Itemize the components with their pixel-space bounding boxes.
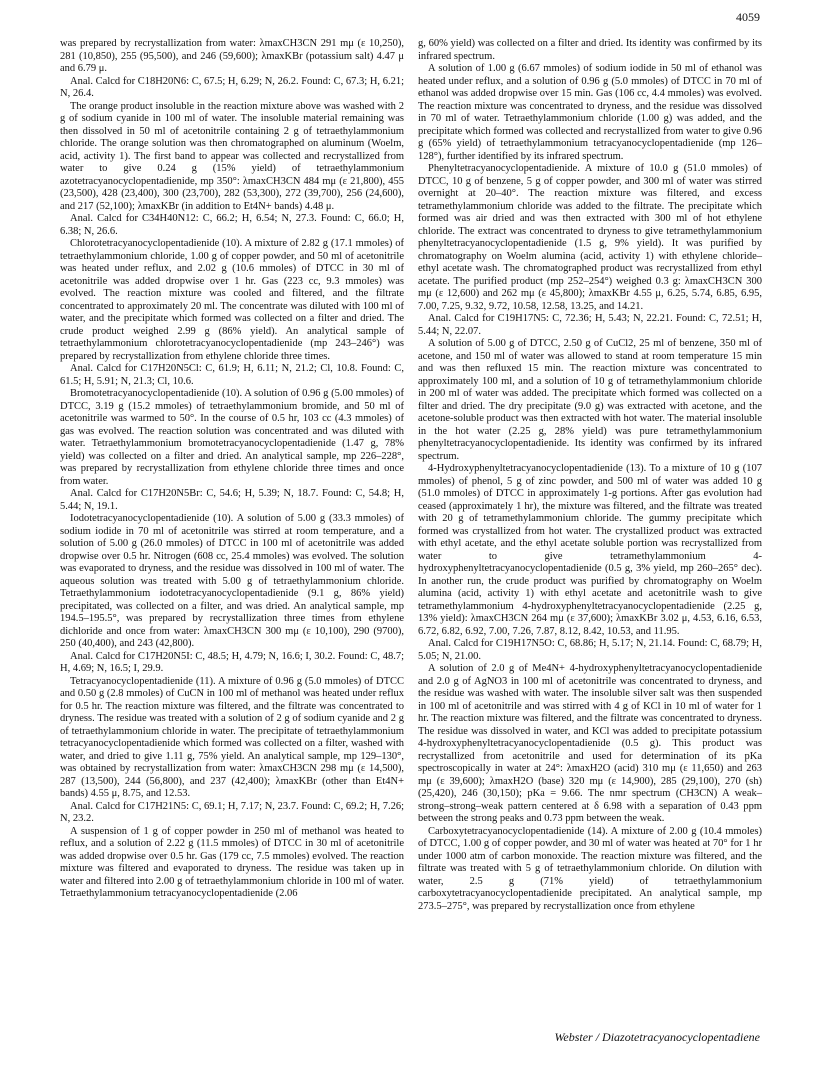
- paragraph: A solution of 2.0 g of Me4N+ 4-hydroxyphenyltetracyanocyclopentadienide and 2.0 g of AgNO3 in 100 ml of acetonitrile was concentrated to dryness, and the residue was washed with water. The insoluble silver salt was then suspended in 100 ml of acetonitrile and was stirred with 4 g of KCl in 10 ml of water for 1 hr. The reaction mixture was filtered, and the filtrate was concentrated to dryness. The residue was dissolved in water, and KCl was added to precipitate potassium 4-hydroxyphenyltetracyanocyclopentadienide (0.5 g). This product was recrystallized from acetonitrile and used for determination of its pKa spectroscopically in water at 24°: λmaxH2O (acid) 310 mμ (ε 11,650) and 263 mμ (ε 39,600); λmaxH2O (base) 320 mμ (ε 14,900), 285 (29,100), 270 (sh) (25,420), 246 (30,150); pKa = 9.66. The nmr spectrum (CH3CN) A weak–strong–strong–weak pattern centered at δ 6.98 with a separation of 0.43 ppm between the strong peaks and 0.73 ppm between the weak.: [418, 663, 762, 824]
- paragraph: Carboxytetracyanocyclopentadienide (14). A mixture of 2.00 g (10.4 mmoles) of DTCC, 1.00 g of copper powder, and 30 ml of water was heated at 70° for 1 hr under 1000 atm of carbon monoxide. The reaction mixture was filtered, and the filtrate was treated with 5 g of tetraethylammonium chloride. On dilution with water, 2.5 g (71% yield) of tetraethylammonium carboxytetracyanocyclopentadienide precipitated. An analytical sample, mp 273.5–275°, was prepared by recrystallization once from ethylene: [418, 825, 762, 912]
- paragraph: A suspension of 1 g of copper powder in 250 ml of methanol was heated to reflux, and a solution of 2.22 g (11.5 mmoles) of DTCC in 30 ml of acetonitrile was added dropwise over 0.5 hr. Gas (179 cc, 7.5 mmoles) evolved. The reaction mixture was filtered and evaporated to dryness. The residue was taken up in water and filtered into 2.00 g of tetraethylammonium chloride in 100 ml of water. Tetraethylammonium tetracyanocyclopentadienide (2.06: [60, 825, 404, 899]
- page-number: 4059: [736, 10, 760, 24]
- left-column: [60, 38, 404, 901]
- paragraph: Chlorotetracyanocyclopentadienide (10). A mixture of 2.82 g (17.1 mmoles) of tetraethylammonium chloride, 1.00 g of copper powder, and 50 ml of acetonitrile was heated under reflux, and 2.02 g (10.6 mmoles) of DTCC in 30 ml of acetonitrile was added dropwise over 1 hr. Gas (223 cc, 9.3 mmoles) was evolved. The reaction mixture was cooled and filtered, and the filtrate concentrated to approximately 20 ml. The concentrate was diluted with 100 ml of water, and the precipitate which formed was collected on a filter and dried. The crude product weighed 2.99 g (86% yield). An analytical sample of tetraethylammonium chlorotetracyanocyclopentadienide (mp 243–246°) was prepared by recrystallization from ethylene chloride three times.: [60, 238, 404, 362]
- paragraph: Anal. Calcd for C17H20N5Br: C, 54.6; H, 5.39; N, 18.7. Found: C, 54.8; H, 5.44; N, 19.1.: [60, 488, 404, 512]
- paragraph: Anal. Calcd for C17H21N5: C, 69.1; H, 7.17; N, 23.7. Found: C, 69.2; H, 7.26; N, 23.2.: [60, 800, 404, 824]
- paragraph: Anal. Calcd for C34H40N12: C, 66.2; H, 6.54; N, 27.3. Found: C, 66.0; H, 6.38; N, 26.6.: [60, 213, 404, 237]
- paragraph: Iodotetracyanocyclopentadienide (10). A solution of 5.00 g (33.3 mmoles) of sodium iodide in 70 ml of acetonitrile was stirred at room temperature, and a solution of 5.00 g (26.0 mmoles) of DTCC in 100 ml of acetonitrile was added dropwise over 0.5 hr. Nitrogen (608 cc, 25.4 mmoles) was evolved. The solution was evaporated to dryness, and the residue was dissolved in 100 ml of water. The aqueous solution was treated with 5.00 g of tetraethylammonium chloride. Tetraethylammonium iodotetracyanocyclopentadienide (9.1 g, 86% yield) precipitated, was collected on a filter, and was dried. An analytical sample, mp 194.5–195.5°, was prepared by recrystallization three times from ethylene dichloride and once from water: λmaxCH3CN 300 mμ (ε 10,100), 290 (9700), 250 (40,400), and 243 (42,800).: [60, 513, 404, 649]
- paragraph: Anal. Calcd for C17H20N5Cl: C, 61.9; H, 6.11; N, 21.2; Cl, 10.8. Found: C, 61.5; H, 5.91; N, 21.3; Cl, 10.6.: [60, 363, 404, 387]
- running-footer: Webster / Diazotetracyanocyclopentadiene: [554, 1030, 760, 1044]
- right-column: [418, 38, 762, 913]
- paragraph: A solution of 5.00 g of DTCC, 2.50 g of CuCl2, 25 ml of benzene, 350 ml of acetone, and 150 ml of water was allowed to stand at room temperature 15 min and was then refluxed 15 min. The reaction mixture was concentrated to approximately 100 ml, and a solution of 10 g of tetramethylammonium chloride in 200 ml of water was added. The precipitate which formed was collected on a filter and dried. The dry precipitate (9.0 g) was extracted with acetone, and the acetone-soluble product was then extracted with hot water. The material insoluble in the hot water (2.25 g, 28% yield) was pure tetramethylammonium phenyltetracyanocyclopentadienide. Its identity was confirmed by its infrared spectrum.: [418, 338, 762, 462]
- paragraph: g, 60% yield) was collected on a filter and dried. Its identity was confirmed by its infrared spectrum.: [418, 38, 762, 62]
- paragraph: Phenyltetracyanocyclopentadienide. A mixture of 10.0 g (51.0 mmoles) of DTCC, 10 g of benzene, 5 g of copper powder, and 300 ml of water was stirred overnight at 20–40°. The reaction mixture was filtered, and excess tetramethylammonium chloride was added to the filtrate. The precipitate which formed was air dried and was then extracted with 300 ml of hot ethylene chloride. The extract was concentrated to dryness to give tetramethylammonium phenyltetracyanocyclopentadienide (1.5 g, 9% yield). It was purified by chromatography on Woelm alumina (acid, activity 1) with ethylene chloride–ethyl acetate wash. The chromatographed product was recrystallized from ethyl acetate. The purified product (mp 252–254°) weighed 0.3 g: λmaxCH3CN 300 mμ (ε 12,600) and 262 mμ (ε 45,800); λmaxKBr 4.55 μ, 6.25, 5.74, 6.85, 6.95, 7.00, 7.25, 9.32, 9.72, 10.58, 12.58, 13.25, and 14.21.: [418, 163, 762, 312]
- paragraph: Anal. Calcd for C19H17N5: C, 72.36; H, 5.43; N, 22.21. Found: C, 72.51; H, 5.44; N, 22.07.: [418, 313, 762, 337]
- paragraph: Anal. Calcd for C19H17N5O: C, 68.86; H, 5.17; N, 21.14. Found: C, 68.79; H, 5.05; N, 21.00.: [418, 638, 762, 662]
- paragraph: The orange product insoluble in the reaction mixture above was washed with 2 g of sodium cyanide in 100 ml of water. The insoluble material remaining was then dissolved in 50 ml of acetonitrile containing 2 g of tetraethylammonium chloride. The orange solution was then chromatographed on aluminum (Woelm, acid, activity 1). The first band to appear was collected and recrystallized from water to give 0.24 g (15% yield) of tetraethylammonium azotetracyanocyclopentadienide, mp 350°: λmaxCH3CN 484 mμ (ε 21,800), 455 (23,500), 428 (23,400), 300 (23,700), 282 (53,300), 272 (39,700), 256 (24,600), and 217 (52,100); λmaxKBr (in addition to Et4N+ bands) 4.48 μ.: [60, 100, 404, 212]
- paragraph: Anal. Calcd for C17H20N5I: C, 48.5; H, 4.79; N, 16.6; I, 30.2. Found: C, 48.7; H, 4.69; N, 16.5; I, 29.9.: [60, 650, 404, 674]
- paragraph: Bromotetracyanocyclopentadienide (10). A solution of 0.96 g (5.00 mmoles) of DTCC, 3.19 g (15.2 mmoles) of tetraethylammonium bromide, and 50 ml of acetonitrile was warmed to 50°. In the course of 0.5 hr, 103 cc (4.3 mmoles) of gas was evolved. The reaction solution was concentrated and was diluted with water. Tetraethylammonium bromotetracyanocyclopentadienide (1.47 g, 78% yield) was collected on a filter and dried. An analytical sample, mp 226–228°, was prepared by recrystallization from ethylene chloride three times and once from water.: [60, 388, 404, 487]
- paragraph: Tetracyanocyclopentadienide (11). A mixture of 0.96 g (5.0 mmoles) of DTCC and 0.50 g (2.8 mmoles) of CuCN in 100 ml of methanol was heated under reflux for 0.5 hr. The reaction mixture was filtered, and the filtrate was concentrated to dryness. The residue was treated with a solution of 2 g of sodium cyanide and 2 g of tetraethylammonium chloride in water. The precipitate of tetraethylammonium tetracyanocyclopentadienide which formed was collected on a filter, washed with water, and dried to give 1.11 g, 75% yield. An analytical sample, mp 129–130°, was obtained by recrystallization from water: λmaxCH3CN 298 mμ (ε 14,500), 287 (13,500), 244 (56,800), and 237 (42,400); λmaxKBr (other than Et4N+ bands) 4.55 μ, 8.75, and 12.53.: [60, 675, 404, 799]
- paragraph: A solution of 1.00 g (6.67 mmoles) of sodium iodide in 50 ml of ethanol was heated under reflux, and a solution of 0.96 g (5.0 mmoles) of DTCC in 70 ml of ethanol was added dropwise over 15 min. Gas (106 cc, 4.4 mmoles) was evolved. The reaction mixture was concentrated to dryness, and the residue was dissolved in 70 ml of water. Tetraethylammonium chloride (1.00 g) was added, and the precipitate which formed was collected and recrystallized from water to give 0.96 g (65% yield) of tetraethylammonium tetracyanocyclopentadienide (mp 126–128°), further identified by its infrared spectrum.: [418, 63, 762, 162]
- paragraph: Anal. Calcd for C18H20N6: C, 67.5; H, 6.29; N, 26.2. Found: C, 67.3; H, 6.21; N, 26.4.: [60, 75, 404, 99]
- paragraph: 4-Hydroxyphenyltetracyanocyclopentadienide (13). To a mixture of 10 g (107 mmoles) of phenol, 5 g of zinc powder, and 500 ml of water was added 10 g (51.0 mmoles) of DTCC in approximately 1-g portions. After gas evolution had ceased (approximately 1 hr), the mixture was filtered, and the filtrate was treated with 20 g of tetramethylammonium chloride. The gummy precipitate which formed was crystallized from hot water. The crystallized product was extracted with ethyl acetate, and the ethyl acetate soluble portion was recrystallized from water to give tetramethylammonium 4-hydroxyphenyltetracyanocyclopentadienide (0.5 g, 3% yield, mp 260–265° dec). In another run, the crude product was purified by chromatography on Woelm alumina (acid, activity 1) with ethyl acetate and acetonitrile wash to give tetramethylammonium 4-hydroxyphenyltetracyanocyclopentadienide (2.25 g, 13% yield): λmaxCH3CN 264 mμ (ε 37,600); λmaxKBr 3.02 μ, 4.53, 6.16, 6.53, 6.72, 6.82, 6.92, 7.00, 7.26, 7.87, 8.12, 8.42, 10.53, and 11.95.: [418, 463, 762, 637]
- paragraph: was prepared by recrystallization from water: λmaxCH3CN 291 mμ (ε 10,250), 281 (10,850), 255 (95,500), and 246 (59,600); λmaxKBr (potassium salt) 4.47 μ and 6.79 μ.: [60, 38, 404, 74]
